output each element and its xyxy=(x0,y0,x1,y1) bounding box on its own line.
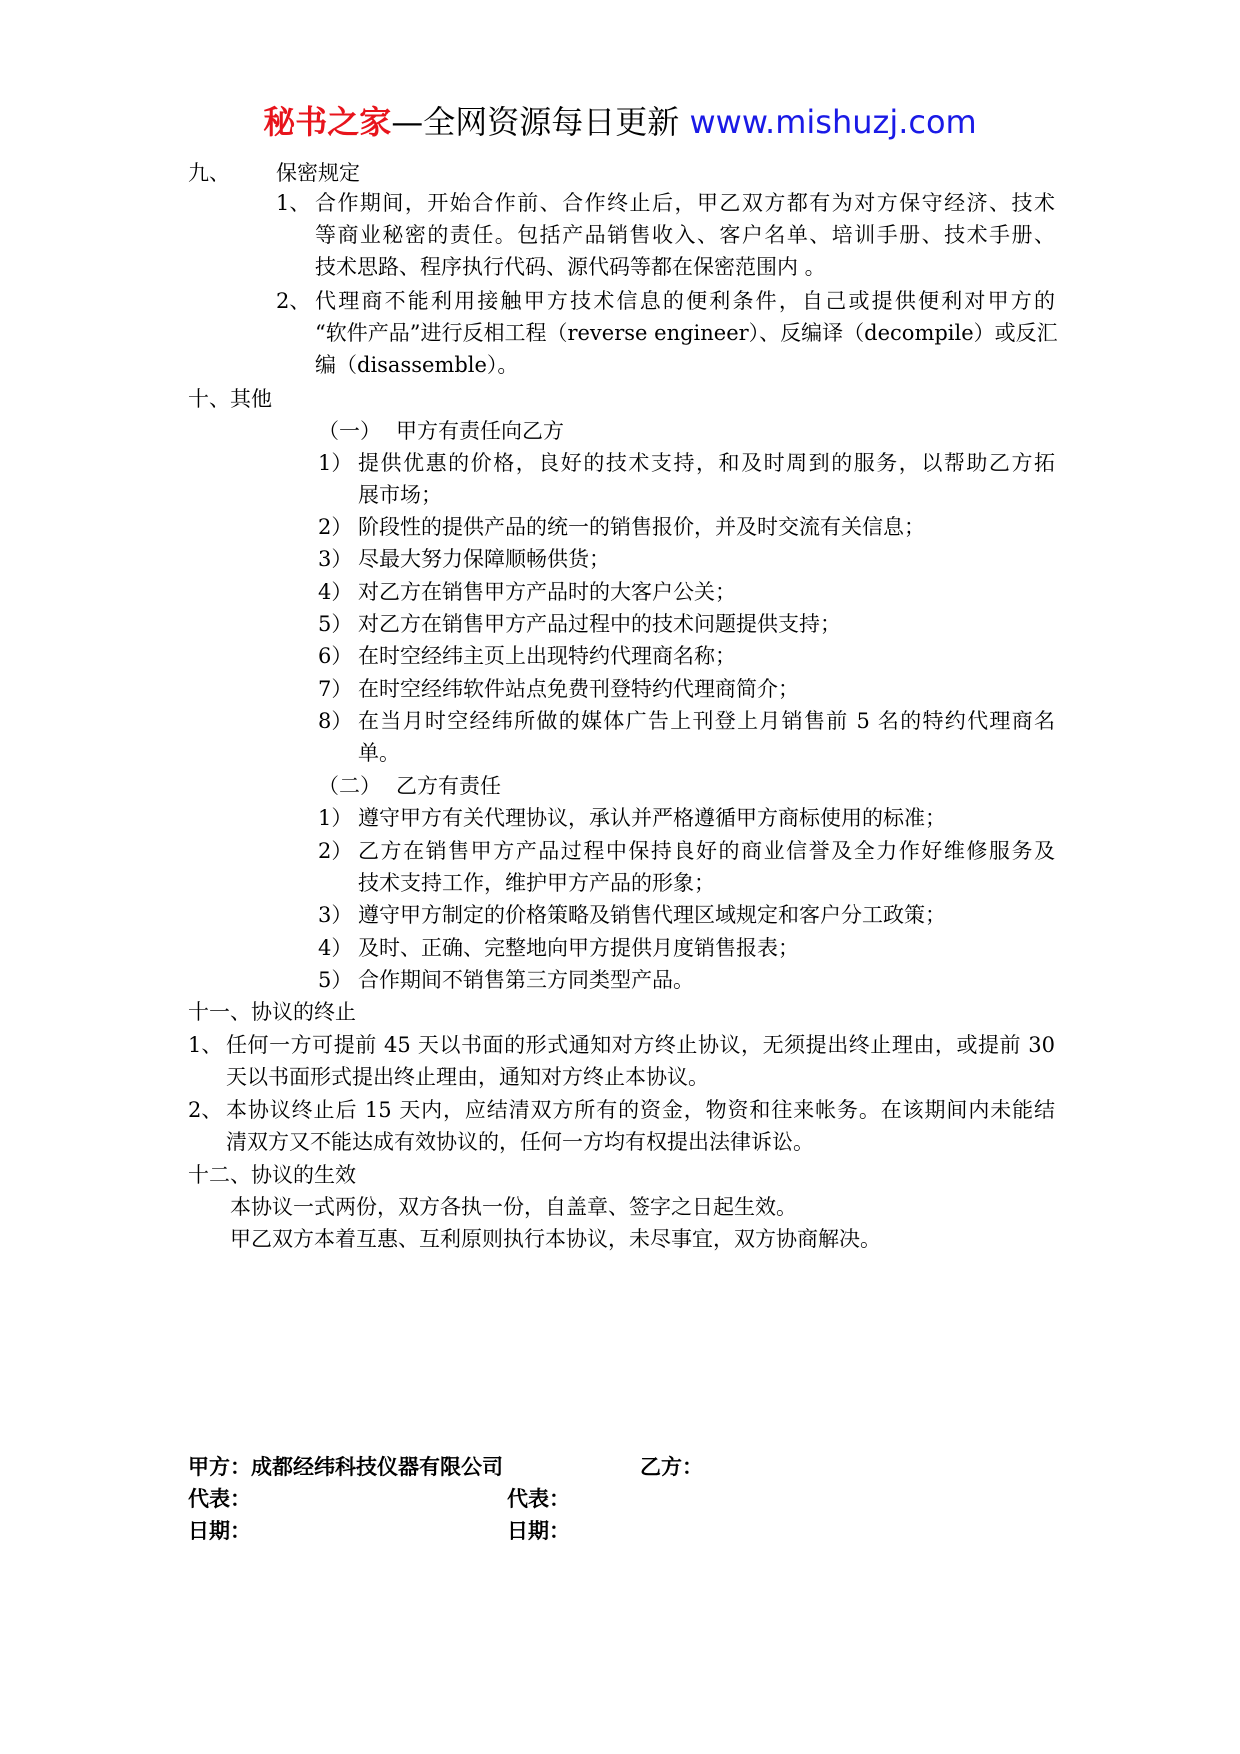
s10-a-item-7-line-1: 在时空经纬软件站点免费刊登特约代理商简介； xyxy=(358,677,799,701)
site-brand: 秘书之家 xyxy=(263,103,392,141)
s9-item-1-line-3: 技术思路、程序执行代码、源代码等都在保密范围内 。 xyxy=(315,255,826,279)
s12-paragraph-1: 本协议一式两份，双方各执一份，自盖章、签字之日起生效。 xyxy=(230,1195,797,1219)
s12-paragraph-2: 甲乙双方本着互惠、互利原则执行本协议，未尽事宜，双方协商解决。 xyxy=(230,1227,881,1251)
s10-a-item-8-line-1: 在当月时空经纬所做的媒体广告上刊登上月销售前 5 名的特约代理商名 xyxy=(358,709,1055,733)
s9-item-2-line-3: 编（disassemble）。 xyxy=(315,353,519,377)
section-10-title: 十、其他 xyxy=(188,387,272,411)
s11-item-2-line-2: 清双方又不能达成有效协议的，任何一方均有权提出法律诉讼。 xyxy=(226,1130,814,1154)
s10-a-item-5-number: 5） xyxy=(318,612,353,636)
s10-b-item-2-line-1: 乙方在销售甲方产品过程中保持良好的商业信誉及全力作好维修服务及 xyxy=(358,839,1055,863)
s10-a-item-3-number: 3） xyxy=(318,547,353,571)
s10-b-item-2-line-2: 技术支持工作，维护甲方产品的形象； xyxy=(358,871,715,895)
s10-b-item-2-number: 2） xyxy=(318,839,353,863)
site-url[interactable]: www.mishuzj.com xyxy=(689,103,977,141)
s10-a-item-1-line-1: 提供优惠的价格，良好的技术支持，和及时周到的服务，以帮助乙方拓 xyxy=(358,451,1055,475)
party-b-representative: 代表： xyxy=(507,1486,570,1511)
s10-a-item-6-number: 6） xyxy=(318,644,353,668)
s9-item-2-line-2: “软件产品”进行反相工程（reverse engineer）、反编译（decompile）或反汇 xyxy=(315,321,1058,345)
s9-item-1-line-2: 等商业秘密的责任。包括产品销售收入、客户名单、培训手册、技术手册、 xyxy=(315,223,1055,247)
s10-a-item-4-number: 4） xyxy=(318,580,353,604)
s10-b-item-3-number: 3） xyxy=(318,903,353,927)
s9-item-1-number: 1、 xyxy=(276,191,311,215)
s10-a-item-5-line-1: 对乙方在销售甲方产品过程中的技术问题提供支持； xyxy=(358,612,841,636)
s10-a-item-2-number: 2） xyxy=(318,515,353,539)
s11-item-1-number: 1、 xyxy=(188,1033,223,1057)
site-tagline: —全网资源每日更新 xyxy=(391,103,680,141)
s10-b-item-1-line-1: 遵守甲方有关代理协议，承认并严格遵循甲方商标使用的标准； xyxy=(358,806,946,830)
section-11-title: 十一、协议的终止 xyxy=(188,1000,356,1024)
party-a-representative: 代表： xyxy=(188,1486,251,1511)
s10-b-number: （二） xyxy=(318,774,381,798)
s10-a-item-3-line-1: 尽最大努力保障顺畅供货； xyxy=(358,547,610,571)
s10-a-item-8-number: 8） xyxy=(318,709,353,733)
s10-a-item-1-number: 1） xyxy=(318,451,353,475)
s10-b-item-3-line-1: 遵守甲方制定的价格策略及销售代理区域规定和客户分工政策； xyxy=(358,903,946,927)
s10-a-item-7-number: 7） xyxy=(318,677,353,701)
s10-b-item-1-number: 1） xyxy=(318,806,353,830)
s11-item-1-line-2: 天以书面形式提出终止理由，通知对方终止本协议。 xyxy=(226,1065,709,1089)
s11-item-1-line-1: 任何一方可提前 45 天以书面的形式通知对方终止协议，无须提出终止理由，或提前 30 xyxy=(226,1033,1055,1057)
s11-item-2-number: 2、 xyxy=(188,1098,223,1122)
s9-item-2-line-1: 代理商不能利用接触甲方技术信息的便利条件，自己或提供便利对甲方的 xyxy=(315,289,1055,313)
party-a-date: 日期： xyxy=(188,1518,251,1543)
s10-b-title: 乙方有责任 xyxy=(396,774,501,798)
s10-b-item-5-line-1: 合作期间不销售第三方同类型产品。 xyxy=(358,968,694,992)
party-a-name: 甲方：成都经纬科技仪器有限公司 xyxy=(188,1454,503,1479)
party-b-label: 乙方： xyxy=(640,1454,703,1479)
section-9-title: 保密规定 xyxy=(276,161,360,185)
site-header xyxy=(0,100,1240,144)
party-b-date: 日期： xyxy=(507,1518,570,1543)
s10-b-item-4-line-1: 及时、正确、完整地向甲方提供月度销售报表； xyxy=(358,936,799,960)
s10-a-number: （一） xyxy=(318,419,381,443)
s10-b-item-4-number: 4） xyxy=(318,936,353,960)
s9-item-2-number: 2、 xyxy=(276,289,311,313)
s10-a-item-1-line-2: 展市场； xyxy=(358,483,442,507)
s10-b-item-5-number: 5） xyxy=(318,968,353,992)
s10-a-title: 甲方有责任向乙方 xyxy=(396,419,564,443)
s11-item-2-line-1: 本协议终止后 15 天内，应结清双方所有的资金，物资和往来帐务。在该期间内未能结 xyxy=(226,1098,1055,1122)
s10-a-item-6-line-1: 在时空经纬主页上出现特约代理商名称； xyxy=(358,644,736,668)
s10-a-item-8-line-2: 单。 xyxy=(358,741,400,765)
s10-a-item-2-line-1: 阶段性的提供产品的统一的销售报价，并及时交流有关信息； xyxy=(358,515,925,539)
s10-a-item-4-line-1: 对乙方在销售甲方产品时的大客户公关； xyxy=(358,580,736,604)
section-9-number: 九、 xyxy=(188,161,230,185)
section-12-title: 十二、协议的生效 xyxy=(188,1163,356,1187)
s9-item-1-line-1: 合作期间，开始合作前、合作终止后，甲乙双方都有为对方保守经济、技术 xyxy=(315,191,1055,215)
